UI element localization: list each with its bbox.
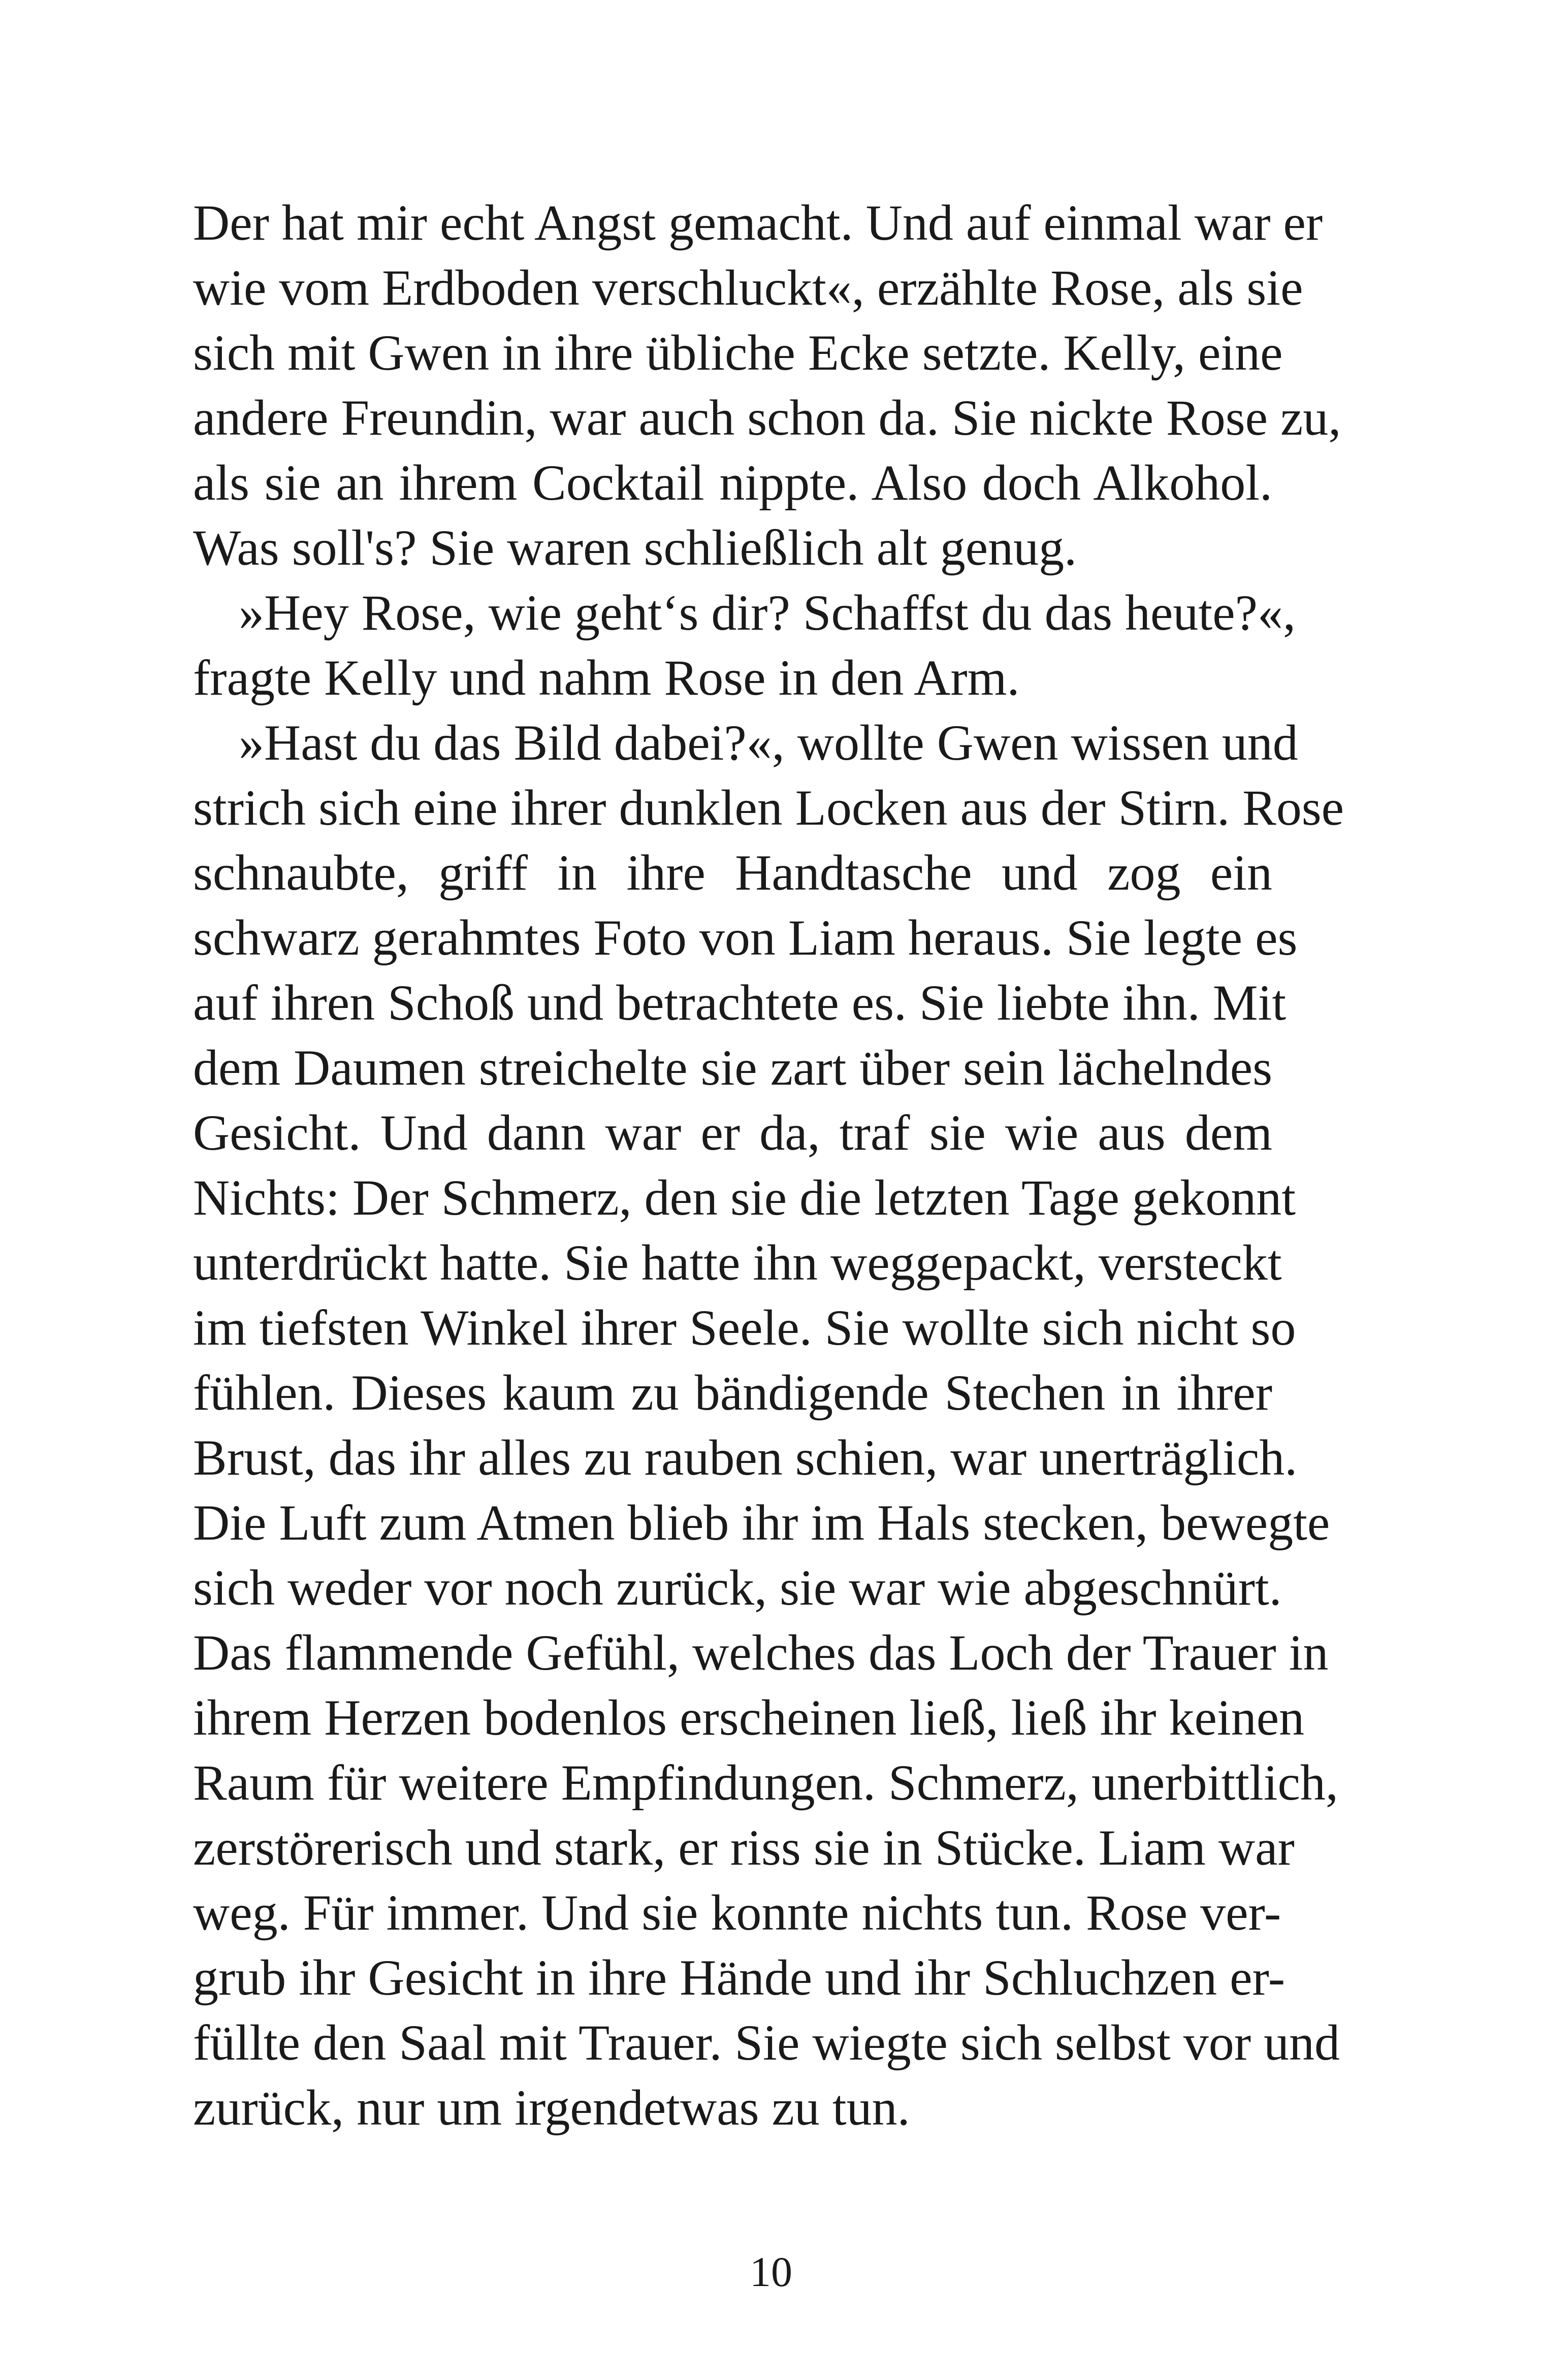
text-line: »Hey Rose, wie geht‘s dir? Schaffst du das heute?«, [239,584,1296,641]
text-line: schnaubte, griff in ihre Handtasche und zog ein [193,844,1272,901]
text-line: sich mit Gwen in ihre übliche Ecke setzte. Kelly, eine [193,324,1283,381]
text-line: Der hat mir echt Angst gemacht. Und auf einmal war er [193,194,1323,251]
page-number: 10 [750,2248,792,2296]
text-line: Nichts: Der Schmerz, den sie die letzten Tage gekonnt [193,1169,1296,1226]
text-line: Raum für weitere Empfindungen. Schmerz, unerbittlich, [193,1754,1338,1811]
text-line: sich weder vor noch zurück, sie war wie abgeschnürt. [193,1559,1282,1616]
text-line: Das flammende Gefühl, welches das Loch der Trauer in [193,1624,1329,1681]
text-line: fragte Kelly und nahm Rose in den Arm. [193,649,1020,706]
text-line: Brust, das ihr alles zu rauben schien, war unerträglich. [193,1429,1298,1486]
text-line: weg. Für immer. Und sie konnte nichts tun. Rose ver- [193,1884,1281,1941]
text-line: fühlen. Dieses kaum zu bändigende Stechen in ihrer [193,1364,1272,1421]
text-line: ihrem Herzen bodenlos erscheinen ließ, ließ ihr keinen [193,1689,1305,1746]
text-line: wie vom Erdboden verschluckt«, erzählte Rose, als sie [193,259,1303,316]
text-line: grub ihr Gesicht in ihre Hände und ihr Schluchzen er- [193,1949,1286,2006]
text-line: »Hast du das Bild dabei?«, wollte Gwen wissen und [239,714,1298,771]
text-line: Was soll's? Sie waren schließlich alt genug. [193,519,1077,576]
text-line: im tiefsten Winkel ihrer Seele. Sie wollte sich nicht so [193,1299,1296,1356]
text-line: Gesicht. Und dann war er da, traf sie wie aus dem [193,1104,1272,1161]
text-line: als sie an ihrem Cocktail nippte. Also doch Alkohol. [193,454,1272,511]
text-line: andere Freundin, war auch schon da. Sie nickte Rose zu, [193,389,1341,446]
text-line: zerstörerisch und stark, er riss sie in Stücke. Liam war [193,1819,1295,1876]
text-line: füllte den Saal mit Trauer. Sie wiegte sich selbst vor und [193,2014,1340,2071]
text-line: dem Daumen streichelte sie zart über sein lächelndes [193,1039,1272,1096]
text-line: strich sich eine ihrer dunklen Locken aus der Stirn. Rose [193,779,1344,836]
text-line: Die Luft zum Atmen blieb ihr im Hals stecken, bewegte [193,1494,1330,1551]
body-text [193,190,1344,2140]
text-line: zurück, nur um irgendetwas zu tun. [193,2079,910,2136]
text-line: unterdrückt hatte. Sie hatte ihn weggepackt, versteckt [193,1234,1282,1291]
text-line: auf ihren Schoß und betrachtete es. Sie liebte ihn. Mit [193,974,1287,1031]
text-line: schwarz gerahmtes Foto von Liam heraus. Sie legte es [193,909,1298,966]
